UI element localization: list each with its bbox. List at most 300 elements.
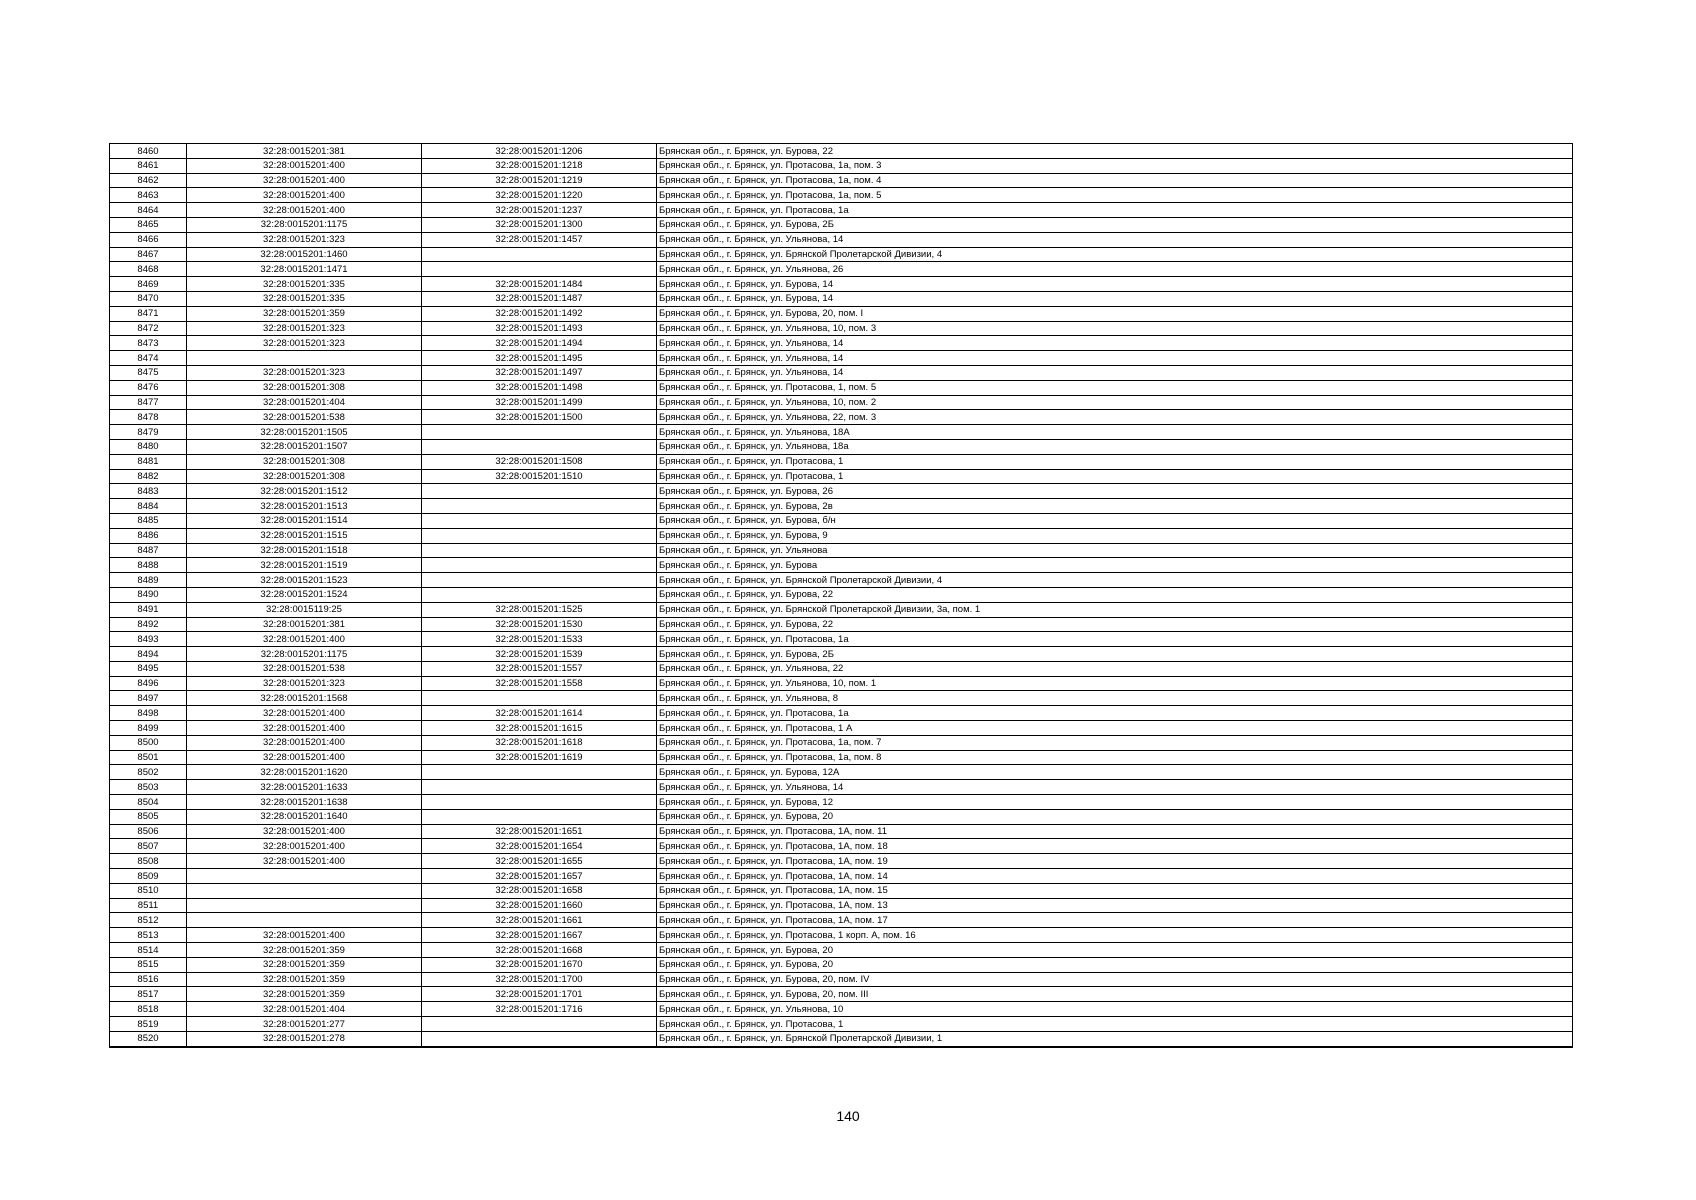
table-row (110, 780, 1573, 795)
address-cell: Брянская обл., г. Брянск, ул. Ульянова, 8 (657, 691, 1573, 706)
table-row (110, 765, 1573, 780)
row-number-cell: 8470 (110, 292, 187, 307)
row-number-cell: 8504 (110, 795, 187, 810)
row-number-cell: 8477 (110, 396, 187, 411)
table-row (110, 958, 1573, 973)
row-number-cell: 8463 (110, 188, 187, 203)
table-row (110, 544, 1573, 559)
land-plot-cadastral-number-cell: 32:28:0015201:359 (187, 973, 422, 988)
table-row (110, 647, 1573, 662)
table-row (110, 529, 1573, 544)
table-row (110, 603, 1573, 618)
land-plot-cadastral-number-cell: 32:28:0015201:1460 (187, 248, 422, 263)
table-row (110, 869, 1573, 884)
row-number-cell: 8486 (110, 529, 187, 544)
land-plot-cadastral-number-cell: 32:28:0015201:1518 (187, 544, 422, 559)
row-number-cell: 8488 (110, 558, 187, 573)
land-plot-cadastral-number-cell: 32:28:0015201:400 (187, 203, 422, 218)
row-number-cell: 8518 (110, 1002, 187, 1017)
address-cell: Брянская обл., г. Брянск, ул. Брянской Пролетарской Дивизии, 3а, пом. 1 (657, 603, 1573, 618)
row-number-cell: 8501 (110, 751, 187, 766)
table-row (110, 810, 1573, 825)
table-row (110, 381, 1573, 396)
table-row (110, 262, 1573, 277)
address-cell: Брянская обл., г. Брянск, ул. Протасова, 1А, пом. 18 (657, 839, 1573, 854)
land-plot-cadastral-number-cell: 32:28:0015201:1638 (187, 795, 422, 810)
table-row (110, 987, 1573, 1002)
object-cadastral-number-cell: 32:28:0015201:1206 (422, 144, 657, 159)
object-cadastral-number-cell: 32:28:0015201:1300 (422, 218, 657, 233)
address-cell: Брянская обл., г. Брянск, ул. Протасова, 1 (657, 470, 1573, 485)
address-cell: Брянская обл., г. Брянск, ул. Протасова, 1а, пом. 5 (657, 188, 1573, 203)
address-cell: Брянская обл., г. Брянск, ул. Бурова, 26 (657, 484, 1573, 499)
row-number-cell: 8474 (110, 351, 187, 366)
address-cell: Брянская обл., г. Брянск, ул. Бурова, 12 (657, 795, 1573, 810)
address-cell: Брянская обл., г. Брянск, ул. Протасова, 1А, пом. 19 (657, 854, 1573, 869)
object-cadastral-number-cell: 32:28:0015201:1615 (422, 721, 657, 736)
address-cell: Брянская обл., г. Брянск, ул. Бурова, 20 (657, 810, 1573, 825)
row-number-cell: 8514 (110, 943, 187, 958)
object-cadastral-number-cell: 32:28:0015201:1218 (422, 159, 657, 174)
object-cadastral-number-cell: 32:28:0015201:1557 (422, 662, 657, 677)
address-cell: Брянская обл., г. Брянск, ул. Протасова, 1 (657, 455, 1573, 470)
table-row (110, 396, 1573, 411)
land-plot-cadastral-number-cell: 32:28:0015201:1471 (187, 262, 422, 277)
land-plot-cadastral-number-cell: 32:28:0015201:1515 (187, 529, 422, 544)
object-cadastral-number-cell (422, 499, 657, 514)
table-row (110, 973, 1573, 988)
land-plot-cadastral-number-cell: 32:28:0015201:400 (187, 706, 422, 721)
row-number-cell: 8511 (110, 899, 187, 914)
table-row (110, 854, 1573, 869)
object-cadastral-number-cell: 32:28:0015201:1498 (422, 381, 657, 396)
row-number-cell: 8464 (110, 203, 187, 218)
object-cadastral-number-cell: 32:28:0015201:1495 (422, 351, 657, 366)
address-cell: Брянская обл., г. Брянск, ул. Протасова, 1а, пом. 4 (657, 174, 1573, 189)
row-number-cell: 8468 (110, 262, 187, 277)
land-plot-cadastral-number-cell: 32:28:0015119:25 (187, 603, 422, 618)
land-plot-cadastral-number-cell: 32:28:0015201:278 (187, 1032, 422, 1047)
land-plot-cadastral-number-cell: 32:28:0015201:323 (187, 322, 422, 337)
row-number-cell: 8490 (110, 588, 187, 603)
table-row (110, 248, 1573, 263)
object-cadastral-number-cell: 32:28:0015201:1539 (422, 647, 657, 662)
land-plot-cadastral-number-cell: 32:28:0015201:323 (187, 233, 422, 248)
row-number-cell: 8508 (110, 854, 187, 869)
address-cell: Брянская обл., г. Брянск, ул. Бурова, 20, пом. I (657, 307, 1573, 322)
land-plot-cadastral-number-cell: 32:28:0015201:400 (187, 736, 422, 751)
object-cadastral-number-cell (422, 484, 657, 499)
address-cell: Брянская обл., г. Брянск, ул. Ульянова, 26 (657, 262, 1573, 277)
table-row (110, 233, 1573, 248)
row-number-cell: 8513 (110, 928, 187, 943)
address-cell: Брянская обл., г. Брянск, ул. Протасова, 1А, пом. 14 (657, 869, 1573, 884)
table-row (110, 632, 1573, 647)
table-row (110, 899, 1573, 914)
object-cadastral-number-cell: 32:28:0015201:1484 (422, 277, 657, 292)
table-row (110, 410, 1573, 425)
table-row (110, 499, 1573, 514)
address-cell: Брянская обл., г. Брянск, ул. Протасова, 1а, пом. 3 (657, 159, 1573, 174)
row-number-cell: 8462 (110, 174, 187, 189)
row-number-cell: 8484 (110, 499, 187, 514)
object-cadastral-number-cell: 32:28:0015201:1668 (422, 943, 657, 958)
row-number-cell: 8481 (110, 455, 187, 470)
table-row (110, 440, 1573, 455)
row-number-cell: 8496 (110, 677, 187, 692)
land-plot-cadastral-number-cell: 32:28:0015201:308 (187, 455, 422, 470)
row-number-cell: 8506 (110, 825, 187, 840)
land-plot-cadastral-number-cell (187, 899, 422, 914)
row-number-cell: 8520 (110, 1032, 187, 1047)
land-plot-cadastral-number-cell: 32:28:0015201:359 (187, 943, 422, 958)
land-plot-cadastral-number-cell: 32:28:0015201:1519 (187, 558, 422, 573)
table-row (110, 144, 1573, 159)
table-row (110, 292, 1573, 307)
address-cell: Брянская обл., г. Брянск, ул. Протасова, 1а, пом. 8 (657, 751, 1573, 766)
object-cadastral-number-cell: 32:28:0015201:1508 (422, 455, 657, 470)
table-row (110, 618, 1573, 633)
table-row (110, 558, 1573, 573)
row-number-cell: 8482 (110, 470, 187, 485)
object-cadastral-number-cell: 32:28:0015201:1558 (422, 677, 657, 692)
address-cell: Брянская обл., г. Брянск, ул. Ульянова, 10, пом. 3 (657, 322, 1573, 337)
row-number-cell: 8500 (110, 736, 187, 751)
object-cadastral-number-cell: 32:28:0015201:1619 (422, 751, 657, 766)
row-number-cell: 8479 (110, 425, 187, 440)
row-number-cell: 8460 (110, 144, 187, 159)
object-cadastral-number-cell: 32:28:0015201:1614 (422, 706, 657, 721)
object-cadastral-number-cell: 32:28:0015201:1654 (422, 839, 657, 854)
row-number-cell: 8467 (110, 248, 187, 263)
object-cadastral-number-cell: 32:28:0015201:1492 (422, 307, 657, 322)
object-cadastral-number-cell (422, 691, 657, 706)
object-cadastral-number-cell (422, 262, 657, 277)
table-row (110, 159, 1573, 174)
row-number-cell: 8503 (110, 780, 187, 795)
table-row (110, 470, 1573, 485)
object-cadastral-number-cell (422, 529, 657, 544)
row-number-cell: 8512 (110, 913, 187, 928)
row-number-cell: 8461 (110, 159, 187, 174)
object-cadastral-number-cell (422, 248, 657, 263)
row-number-cell: 8487 (110, 544, 187, 559)
land-plot-cadastral-number-cell: 32:28:0015201:400 (187, 751, 422, 766)
object-cadastral-number-cell (422, 588, 657, 603)
land-plot-cadastral-number-cell: 32:28:0015201:400 (187, 159, 422, 174)
land-plot-cadastral-number-cell: 32:28:0015201:381 (187, 618, 422, 633)
object-cadastral-number-cell: 32:28:0015201:1219 (422, 174, 657, 189)
table-row (110, 691, 1573, 706)
land-plot-cadastral-number-cell: 32:28:0015201:323 (187, 336, 422, 351)
object-cadastral-number-cell (422, 810, 657, 825)
row-number-cell: 8519 (110, 1017, 187, 1032)
address-cell: Брянская обл., г. Брянск, ул. Бурова, 20, пом. IV (657, 973, 1573, 988)
land-plot-cadastral-number-cell: 32:28:0015201:308 (187, 381, 422, 396)
object-cadastral-number-cell: 32:28:0015201:1618 (422, 736, 657, 751)
land-plot-cadastral-number-cell: 32:28:0015201:335 (187, 277, 422, 292)
object-cadastral-number-cell: 32:28:0015201:1510 (422, 470, 657, 485)
row-number-cell: 8489 (110, 573, 187, 588)
land-plot-cadastral-number-cell: 32:28:0015201:1633 (187, 780, 422, 795)
address-cell: Брянская обл., г. Брянск, ул. Протасова, 1 А (657, 721, 1573, 736)
land-plot-cadastral-number-cell: 32:28:0015201:359 (187, 307, 422, 322)
address-cell: Брянская обл., г. Брянск, ул. Протасова, 1а (657, 203, 1573, 218)
table-row (110, 721, 1573, 736)
row-number-cell: 8466 (110, 233, 187, 248)
row-number-cell: 8476 (110, 381, 187, 396)
table-row (110, 307, 1573, 322)
object-cadastral-number-cell: 32:28:0015201:1487 (422, 292, 657, 307)
row-number-cell: 8497 (110, 691, 187, 706)
row-number-cell: 8485 (110, 514, 187, 529)
object-cadastral-number-cell: 32:28:0015201:1700 (422, 973, 657, 988)
row-number-cell: 8471 (110, 307, 187, 322)
object-cadastral-number-cell: 32:28:0015201:1500 (422, 410, 657, 425)
address-cell: Брянская обл., г. Брянск, ул. Протасова, 1а (657, 706, 1573, 721)
land-plot-cadastral-number-cell: 32:28:0015201:277 (187, 1017, 422, 1032)
land-plot-cadastral-number-cell: 32:28:0015201:1524 (187, 588, 422, 603)
table-row (110, 322, 1573, 337)
address-cell: Брянская обл., г. Брянск, ул. Ульянова, 22, пом. 3 (657, 410, 1573, 425)
object-cadastral-number-cell (422, 780, 657, 795)
table-row (110, 677, 1573, 692)
table-row (110, 277, 1573, 292)
row-number-cell: 8478 (110, 410, 187, 425)
address-cell: Брянская обл., г. Брянск, ул. Ульянова, 22 (657, 662, 1573, 677)
cadastral-registry-table (109, 143, 1573, 1048)
land-plot-cadastral-number-cell: 32:28:0015201:1523 (187, 573, 422, 588)
address-cell: Брянская обл., г. Брянск, ул. Брянской Пролетарской Дивизии, 4 (657, 573, 1573, 588)
table-row (110, 174, 1573, 189)
address-cell: Брянская обл., г. Брянск, ул. Бурова, 22 (657, 618, 1573, 633)
address-cell: Брянская обл., г. Брянск, ул. Ульянова, 14 (657, 351, 1573, 366)
object-cadastral-number-cell: 32:28:0015201:1655 (422, 854, 657, 869)
object-cadastral-number-cell: 32:28:0015201:1651 (422, 825, 657, 840)
land-plot-cadastral-number-cell: 32:28:0015201:400 (187, 174, 422, 189)
land-plot-cadastral-number-cell: 32:28:0015201:359 (187, 958, 422, 973)
table-body (110, 144, 1573, 1048)
address-cell: Брянская обл., г. Брянск, ул. Ульянова, 14 (657, 780, 1573, 795)
row-number-cell: 8473 (110, 336, 187, 351)
land-plot-cadastral-number-cell: 32:28:0015201:323 (187, 677, 422, 692)
address-cell: Брянская обл., г. Брянск, ул. Ульянова, 10, пом. 2 (657, 396, 1573, 411)
address-cell: Брянская обл., г. Брянск, ул. Бурова, 20, пом. III (657, 987, 1573, 1002)
address-cell: Брянская обл., г. Брянск, ул. Бурова, б/н (657, 514, 1573, 529)
land-plot-cadastral-number-cell: 32:28:0015201:323 (187, 366, 422, 381)
address-cell: Брянская обл., г. Брянск, ул. Ульянова, 18А (657, 425, 1573, 440)
address-cell: Брянская обл., г. Брянск, ул. Протасова, 1А, пом. 11 (657, 825, 1573, 840)
row-number-cell: 8507 (110, 839, 187, 854)
address-cell: Брянская обл., г. Брянск, ул. Протасова, 1а (657, 632, 1573, 647)
address-cell: Брянская обл., г. Брянск, ул. Бурова, 2в (657, 499, 1573, 514)
address-cell: Брянская обл., г. Брянск, ул. Бурова, 20 (657, 943, 1573, 958)
land-plot-cadastral-number-cell: 32:28:0015201:538 (187, 410, 422, 425)
object-cadastral-number-cell (422, 514, 657, 529)
row-number-cell: 8493 (110, 632, 187, 647)
land-plot-cadastral-number-cell: 32:28:0015201:1175 (187, 647, 422, 662)
table-row (110, 662, 1573, 677)
land-plot-cadastral-number-cell: 32:28:0015201:404 (187, 1002, 422, 1017)
address-cell: Брянская обл., г. Брянск, ул. Бурова, 12А (657, 765, 1573, 780)
object-cadastral-number-cell: 32:28:0015201:1525 (422, 603, 657, 618)
object-cadastral-number-cell: 32:28:0015201:1701 (422, 987, 657, 1002)
object-cadastral-number-cell: 32:28:0015201:1499 (422, 396, 657, 411)
table-row (110, 366, 1573, 381)
land-plot-cadastral-number-cell: 32:28:0015201:400 (187, 632, 422, 647)
row-number-cell: 8494 (110, 647, 187, 662)
table-row (110, 455, 1573, 470)
row-number-cell: 8505 (110, 810, 187, 825)
object-cadastral-number-cell (422, 425, 657, 440)
object-cadastral-number-cell (422, 1032, 657, 1047)
land-plot-cadastral-number-cell: 32:28:0015201:1505 (187, 425, 422, 440)
land-plot-cadastral-number-cell: 32:28:0015201:404 (187, 396, 422, 411)
object-cadastral-number-cell (422, 795, 657, 810)
table-row (110, 884, 1573, 899)
land-plot-cadastral-number-cell: 32:28:0015201:1514 (187, 514, 422, 529)
row-number-cell: 8502 (110, 765, 187, 780)
land-plot-cadastral-number-cell: 32:28:0015201:1640 (187, 810, 422, 825)
land-plot-cadastral-number-cell: 32:28:0015201:1175 (187, 218, 422, 233)
object-cadastral-number-cell (422, 1017, 657, 1032)
object-cadastral-number-cell: 32:28:0015201:1661 (422, 913, 657, 928)
object-cadastral-number-cell: 32:28:0015201:1657 (422, 869, 657, 884)
row-number-cell: 8492 (110, 618, 187, 633)
row-number-cell: 8499 (110, 721, 187, 736)
address-cell: Брянская обл., г. Брянск, ул. Бурова, 2Б (657, 218, 1573, 233)
land-plot-cadastral-number-cell (187, 913, 422, 928)
address-cell: Брянская обл., г. Брянск, ул. Ульянова (657, 544, 1573, 559)
land-plot-cadastral-number-cell (187, 869, 422, 884)
table-row (110, 825, 1573, 840)
object-cadastral-number-cell: 32:28:0015201:1497 (422, 366, 657, 381)
table-row (110, 943, 1573, 958)
table-row (110, 706, 1573, 721)
object-cadastral-number-cell: 32:28:0015201:1220 (422, 188, 657, 203)
address-cell: Брянская обл., г. Брянск, ул. Протасова, 1 корп. А, пом. 16 (657, 928, 1573, 943)
address-cell: Брянская обл., г. Брянск, ул. Бурова, 20 (657, 958, 1573, 973)
table-row (110, 736, 1573, 751)
row-number-cell: 8495 (110, 662, 187, 677)
table-row (110, 1032, 1573, 1047)
land-plot-cadastral-number-cell: 32:28:0015201:1512 (187, 484, 422, 499)
table-row (110, 839, 1573, 854)
table-row (110, 484, 1573, 499)
address-cell: Брянская обл., г. Брянск, ул. Бурова, 9 (657, 529, 1573, 544)
address-cell: Брянская обл., г. Брянск, ул. Бурова, 2Б (657, 647, 1573, 662)
row-number-cell: 8516 (110, 973, 187, 988)
land-plot-cadastral-number-cell: 32:28:0015201:1568 (187, 691, 422, 706)
row-number-cell: 8491 (110, 603, 187, 618)
row-number-cell: 8509 (110, 869, 187, 884)
row-number-cell: 8480 (110, 440, 187, 455)
address-cell: Брянская обл., г. Брянск, ул. Протасова, 1а, пом. 7 (657, 736, 1573, 751)
object-cadastral-number-cell: 32:28:0015201:1494 (422, 336, 657, 351)
object-cadastral-number-cell (422, 440, 657, 455)
address-cell: Брянская обл., г. Брянск, ул. Бурова, 14 (657, 292, 1573, 307)
object-cadastral-number-cell: 32:28:0015201:1457 (422, 233, 657, 248)
row-number-cell: 8510 (110, 884, 187, 899)
row-number-cell: 8465 (110, 218, 187, 233)
land-plot-cadastral-number-cell: 32:28:0015201:400 (187, 721, 422, 736)
object-cadastral-number-cell (422, 558, 657, 573)
land-plot-cadastral-number-cell: 32:28:0015201:359 (187, 987, 422, 1002)
object-cadastral-number-cell: 32:28:0015201:1237 (422, 203, 657, 218)
land-plot-cadastral-number-cell: 32:28:0015201:1620 (187, 765, 422, 780)
row-number-cell: 8483 (110, 484, 187, 499)
table-row (110, 188, 1573, 203)
land-plot-cadastral-number-cell: 32:28:0015201:381 (187, 144, 422, 159)
row-number-cell: 8517 (110, 987, 187, 1002)
address-cell: Брянская обл., г. Брянск, ул. Бурова, 22 (657, 144, 1573, 159)
address-cell: Брянская обл., г. Брянск, ул. Ульянова, 14 (657, 233, 1573, 248)
address-cell: Брянская обл., г. Брянск, ул. Протасова, 1А, пом. 15 (657, 884, 1573, 899)
object-cadastral-number-cell: 32:28:0015201:1530 (422, 618, 657, 633)
address-cell: Брянская обл., г. Брянск, ул. Ульянова, 14 (657, 366, 1573, 381)
land-plot-cadastral-number-cell: 32:28:0015201:400 (187, 825, 422, 840)
table-row (110, 218, 1573, 233)
row-number-cell: 8469 (110, 277, 187, 292)
table-row (110, 573, 1573, 588)
land-plot-cadastral-number-cell: 32:28:0015201:1513 (187, 499, 422, 514)
row-number-cell: 8472 (110, 322, 187, 337)
address-cell: Брянская обл., г. Брянск, ул. Бурова (657, 558, 1573, 573)
object-cadastral-number-cell: 32:28:0015201:1493 (422, 322, 657, 337)
land-plot-cadastral-number-cell: 32:28:0015201:308 (187, 470, 422, 485)
address-cell: Брянская обл., г. Брянск, ул. Протасова, 1А, пом. 13 (657, 899, 1573, 914)
address-cell: Брянская обл., г. Брянск, ул. Ульянова, 14 (657, 336, 1573, 351)
object-cadastral-number-cell: 32:28:0015201:1667 (422, 928, 657, 943)
land-plot-cadastral-number-cell: 32:28:0015201:400 (187, 839, 422, 854)
table-row (110, 1002, 1573, 1017)
address-cell: Брянская обл., г. Брянск, ул. Протасова, 1 (657, 1017, 1573, 1032)
table-row (110, 928, 1573, 943)
object-cadastral-number-cell: 32:28:0015201:1658 (422, 884, 657, 899)
land-plot-cadastral-number-cell: 32:28:0015201:538 (187, 662, 422, 677)
address-cell: Брянская обл., г. Брянск, ул. Ульянова, 10 (657, 1002, 1573, 1017)
address-cell: Брянская обл., г. Брянск, ул. Ульянова, 10, пом. 1 (657, 677, 1573, 692)
table-row (110, 203, 1573, 218)
land-plot-cadastral-number-cell (187, 884, 422, 899)
page-number: 140 (836, 1108, 860, 1124)
table-row (110, 425, 1573, 440)
land-plot-cadastral-number-cell: 32:28:0015201:400 (187, 928, 422, 943)
table-row (110, 795, 1573, 810)
table-row (110, 751, 1573, 766)
land-plot-cadastral-number-cell: 32:28:0015201:335 (187, 292, 422, 307)
address-cell: Брянская обл., г. Брянск, ул. Брянской Пролетарской Дивизии, 1 (657, 1032, 1573, 1047)
address-cell: Брянская обл., г. Брянск, ул. Бурова, 22 (657, 588, 1573, 603)
object-cadastral-number-cell: 32:28:0015201:1716 (422, 1002, 657, 1017)
land-plot-cadastral-number-cell: 32:28:0015201:1507 (187, 440, 422, 455)
table-row (110, 514, 1573, 529)
land-plot-cadastral-number-cell: 32:28:0015201:400 (187, 854, 422, 869)
row-number-cell: 8498 (110, 706, 187, 721)
table-row (110, 588, 1573, 603)
table-row (110, 913, 1573, 928)
address-cell: Брянская обл., г. Брянск, ул. Протасова, 1, пом. 5 (657, 381, 1573, 396)
address-cell: Брянская обл., г. Брянск, ул. Протасова, 1А, пом. 17 (657, 913, 1573, 928)
address-cell: Брянская обл., г. Брянск, ул. Ульянова, 18а (657, 440, 1573, 455)
address-cell: Брянская обл., г. Брянск, ул. Бурова, 14 (657, 277, 1573, 292)
object-cadastral-number-cell (422, 765, 657, 780)
object-cadastral-number-cell: 32:28:0015201:1533 (422, 632, 657, 647)
address-cell: Брянская обл., г. Брянск, ул. Брянской Пролетарской Дивизии, 4 (657, 248, 1573, 263)
row-number-cell: 8475 (110, 366, 187, 381)
row-number-cell: 8515 (110, 958, 187, 973)
table-row (110, 336, 1573, 351)
